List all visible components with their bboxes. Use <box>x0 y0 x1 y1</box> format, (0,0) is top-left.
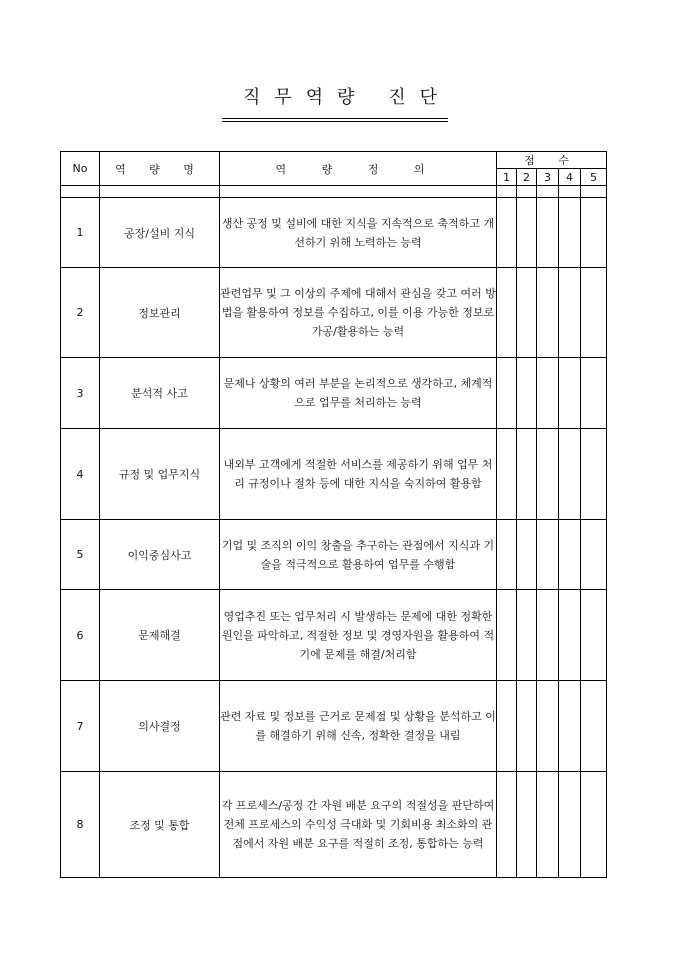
header-score-level: 5 <box>581 169 607 186</box>
score-cell[interactable] <box>537 358 559 429</box>
table-row <box>61 268 607 358</box>
row-number: 4 <box>61 429 100 520</box>
score-cell[interactable] <box>581 681 607 772</box>
table-row <box>61 520 607 590</box>
title-underline <box>222 118 448 119</box>
score-cell[interactable] <box>497 590 517 681</box>
page-title: 직무역량 진단 <box>242 87 452 108</box>
row-number: 5 <box>61 520 100 590</box>
score-cell[interactable] <box>517 590 537 681</box>
competency-name: 규정 및 업무지식 <box>100 429 220 520</box>
competency-table <box>60 151 607 878</box>
score-cell[interactable] <box>537 268 559 358</box>
competency-definition: 생산 공정 및 설비에 대한 지식을 지속적으로 축적하고 개선하기 위해 노력하는 능력 <box>220 198 497 268</box>
table-row <box>61 429 607 520</box>
competency-definition: 각 프로세스/공정 간 자원 배분 요구의 적절성을 판단하여 전체 프로세스의 수익성 극대화 및 기회비용 최소화의 관점에서 자원 배분 요구를 적절히 조정, 통합하는 능력 <box>220 772 497 878</box>
score-cell[interactable] <box>581 429 607 520</box>
score-cell[interactable] <box>497 198 517 268</box>
score-cell[interactable] <box>559 590 581 681</box>
row-number: 2 <box>61 268 100 358</box>
score-cell[interactable] <box>537 590 559 681</box>
score-cell[interactable] <box>517 681 537 772</box>
table-row <box>61 772 607 878</box>
competency-definition: 기업 및 조직의 이익 창출을 추구하는 관점에서 지식과 기술을 적극적으로 활용하여 업무를 수행함 <box>220 520 497 590</box>
row-number: 1 <box>61 198 100 268</box>
table-row <box>61 590 607 681</box>
score-cell[interactable] <box>581 520 607 590</box>
score-cell[interactable] <box>537 772 559 878</box>
score-cell[interactable] <box>537 198 559 268</box>
header-score-level: 2 <box>517 169 537 186</box>
header-score-level: 3 <box>537 169 559 186</box>
header-gap-row <box>61 186 607 198</box>
score-cell[interactable] <box>581 772 607 878</box>
score-cell[interactable] <box>559 681 581 772</box>
score-cell[interactable] <box>517 520 537 590</box>
header-score: 점 수 <box>497 152 607 169</box>
score-cell[interactable] <box>497 520 517 590</box>
table-row <box>61 681 607 772</box>
score-cell[interactable] <box>497 268 517 358</box>
competency-name: 조정 및 통합 <box>100 772 220 878</box>
score-cell[interactable] <box>517 198 537 268</box>
competency-name: 분석적 사고 <box>100 358 220 429</box>
table-row <box>61 198 607 268</box>
competency-name: 문제해결 <box>100 590 220 681</box>
score-cell[interactable] <box>559 198 581 268</box>
header-score-level: 1 <box>497 169 517 186</box>
score-cell[interactable] <box>497 772 517 878</box>
score-cell[interactable] <box>497 681 517 772</box>
title-area <box>0 86 680 110</box>
score-cell[interactable] <box>559 358 581 429</box>
score-cell[interactable] <box>517 772 537 878</box>
score-cell[interactable] <box>559 268 581 358</box>
score-cell[interactable] <box>517 268 537 358</box>
competency-name: 의사결정 <box>100 681 220 772</box>
score-cell[interactable] <box>537 520 559 590</box>
row-number: 7 <box>61 681 100 772</box>
competency-definition: 영업추진 또는 업무처리 시 발생하는 문제에 대한 정확한 원인을 파악하고, 적절한 정보 및 경영자원을 활용하여 적기에 문제를 해결/처리함 <box>220 590 497 681</box>
score-cell[interactable] <box>497 429 517 520</box>
header-score-level: 4 <box>559 169 581 186</box>
score-cell[interactable] <box>537 429 559 520</box>
competency-name: 이익중심사고 <box>100 520 220 590</box>
competency-definition: 문제나 상황의 여러 부분을 논리적으로 생각하고, 체계적으로 업무를 처리하는 능력 <box>220 358 497 429</box>
table-row <box>61 358 607 429</box>
score-cell[interactable] <box>581 358 607 429</box>
score-cell[interactable] <box>581 590 607 681</box>
competency-definition: 관련업무 및 그 이상의 주제에 대해서 관심을 갖고 여러 방법을 활용하여 정보를 수집하고, 이를 이용 가능한 정보로 가공/활용하는 능력 <box>220 268 497 358</box>
score-cell[interactable] <box>581 268 607 358</box>
score-cell[interactable] <box>559 772 581 878</box>
competency-definition: 관련 자료 및 정보를 근거로 문제점 및 상황을 분석하고 이를 해결하기 위해 신속, 정확한 결정을 내림 <box>220 681 497 772</box>
competency-definition: 내외부 고객에게 적절한 서비스를 제공하기 위해 업무 처리 규정이나 절차 등에 대한 지식을 숙지하여 활용함 <box>220 429 497 520</box>
header-no: No <box>61 152 100 186</box>
score-cell[interactable] <box>497 358 517 429</box>
competency-name: 정보관리 <box>100 268 220 358</box>
row-number: 3 <box>61 358 100 429</box>
score-cell[interactable] <box>559 520 581 590</box>
score-cell[interactable] <box>537 681 559 772</box>
score-cell[interactable] <box>559 429 581 520</box>
competency-name: 공장/설비 지식 <box>100 198 220 268</box>
header-competency-definition: 역 량 정 의 <box>220 152 497 186</box>
score-cell[interactable] <box>517 429 537 520</box>
row-number: 6 <box>61 590 100 681</box>
row-number: 8 <box>61 772 100 878</box>
score-cell[interactable] <box>517 358 537 429</box>
score-cell[interactable] <box>581 198 607 268</box>
header-competency-name: 역 량 명 <box>100 152 220 186</box>
title-underline-second <box>222 121 448 122</box>
